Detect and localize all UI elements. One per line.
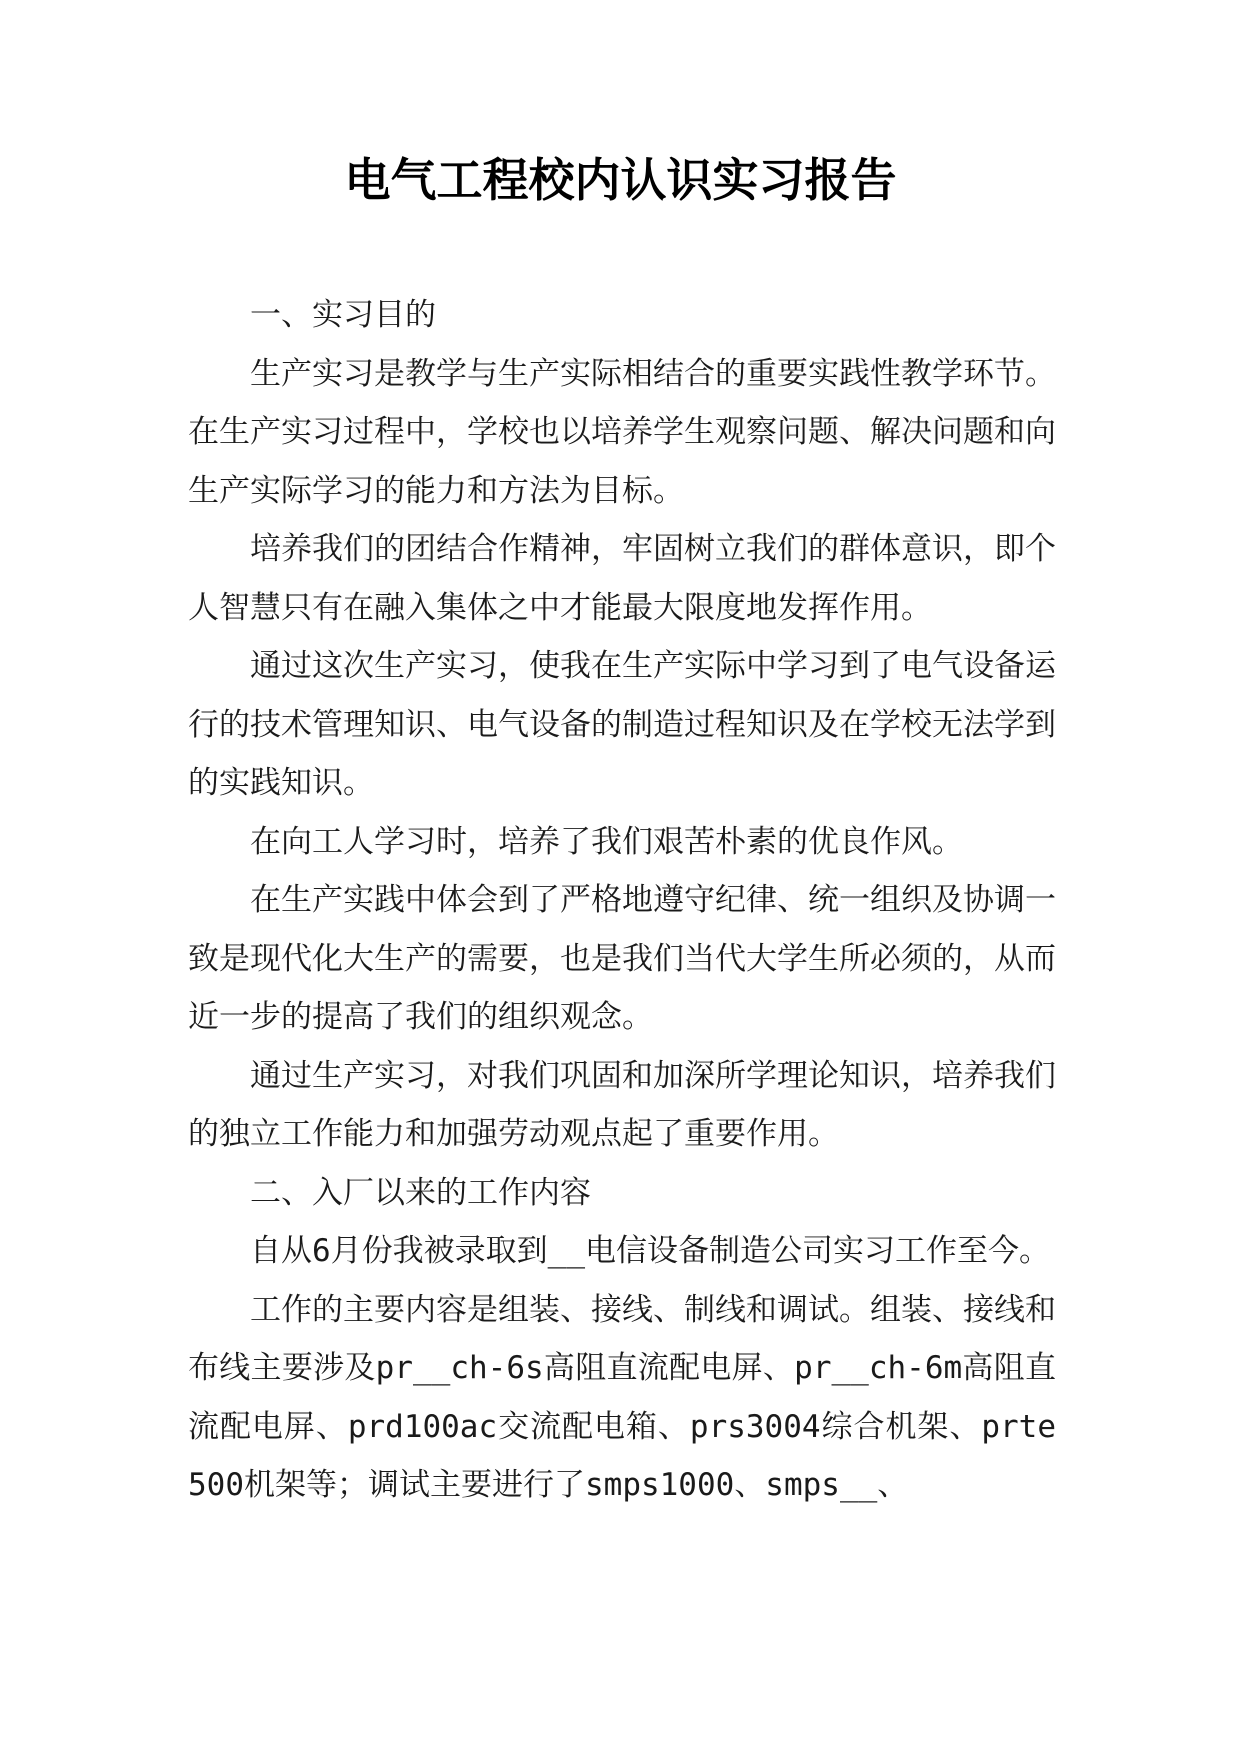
paragraph: 工作的主要内容是组装、接线、制线和调试。组装、接线和布线主要涉及pr__ch-6s高阻直流配电屏、pr__ch-6m高阻直流配电屏、prd100ac交流配电箱、prs3004综合机架、prte500机架等；调试主要进行了smps1000、smps__、 bbox=[188, 1291, 1056, 1503]
paragraph: 在生产实践中体会到了严格地遵守纪律、统一组织及协调一致是现代化大生产的需要，也是我们当代大学生所必须的，从而近一步的提高了我们的组织观念。 bbox=[188, 882, 1056, 1035]
document-body bbox=[188, 286, 1056, 1515]
paragraph: 通过这次生产实习，使我在生产实际中学习到了电气设备运行的技术管理知识、电气设备的制造过程知识及在学校无法学到的实践知识。 bbox=[188, 648, 1056, 801]
paragraph: 通过生产实习，对我们巩固和加深所学理论知识，培养我们的独立工作能力和加强劳动观点起了重要作用。 bbox=[188, 1057, 1056, 1152]
paragraph: 生产实习是教学与生产实际相结合的重要实践性教学环节。在生产实习过程中，学校也以培养学生观察问题、解决问题和向生产实际学习的能力和方法为目标。 bbox=[188, 355, 1056, 509]
section-heading-purpose: 一、实习目的 bbox=[250, 297, 436, 333]
paragraph: 在向工人学习时，培养了我们艰苦朴素的优良作风。 bbox=[250, 823, 963, 860]
paragraph: 培养我们的团结合作精神，牢固树立我们的群体意识，即个人智慧只有在融入集体之中才能最大限度地发挥作用。 bbox=[188, 531, 1056, 626]
section-heading-work-content: 二、入厂以来的工作内容 bbox=[250, 1174, 591, 1211]
paragraph: 自从6月份我被录取到__电信设备制造公司实习工作至今。 bbox=[250, 1233, 1050, 1269]
document-title: 电气工程校内认识实习报告 bbox=[344, 153, 897, 207]
